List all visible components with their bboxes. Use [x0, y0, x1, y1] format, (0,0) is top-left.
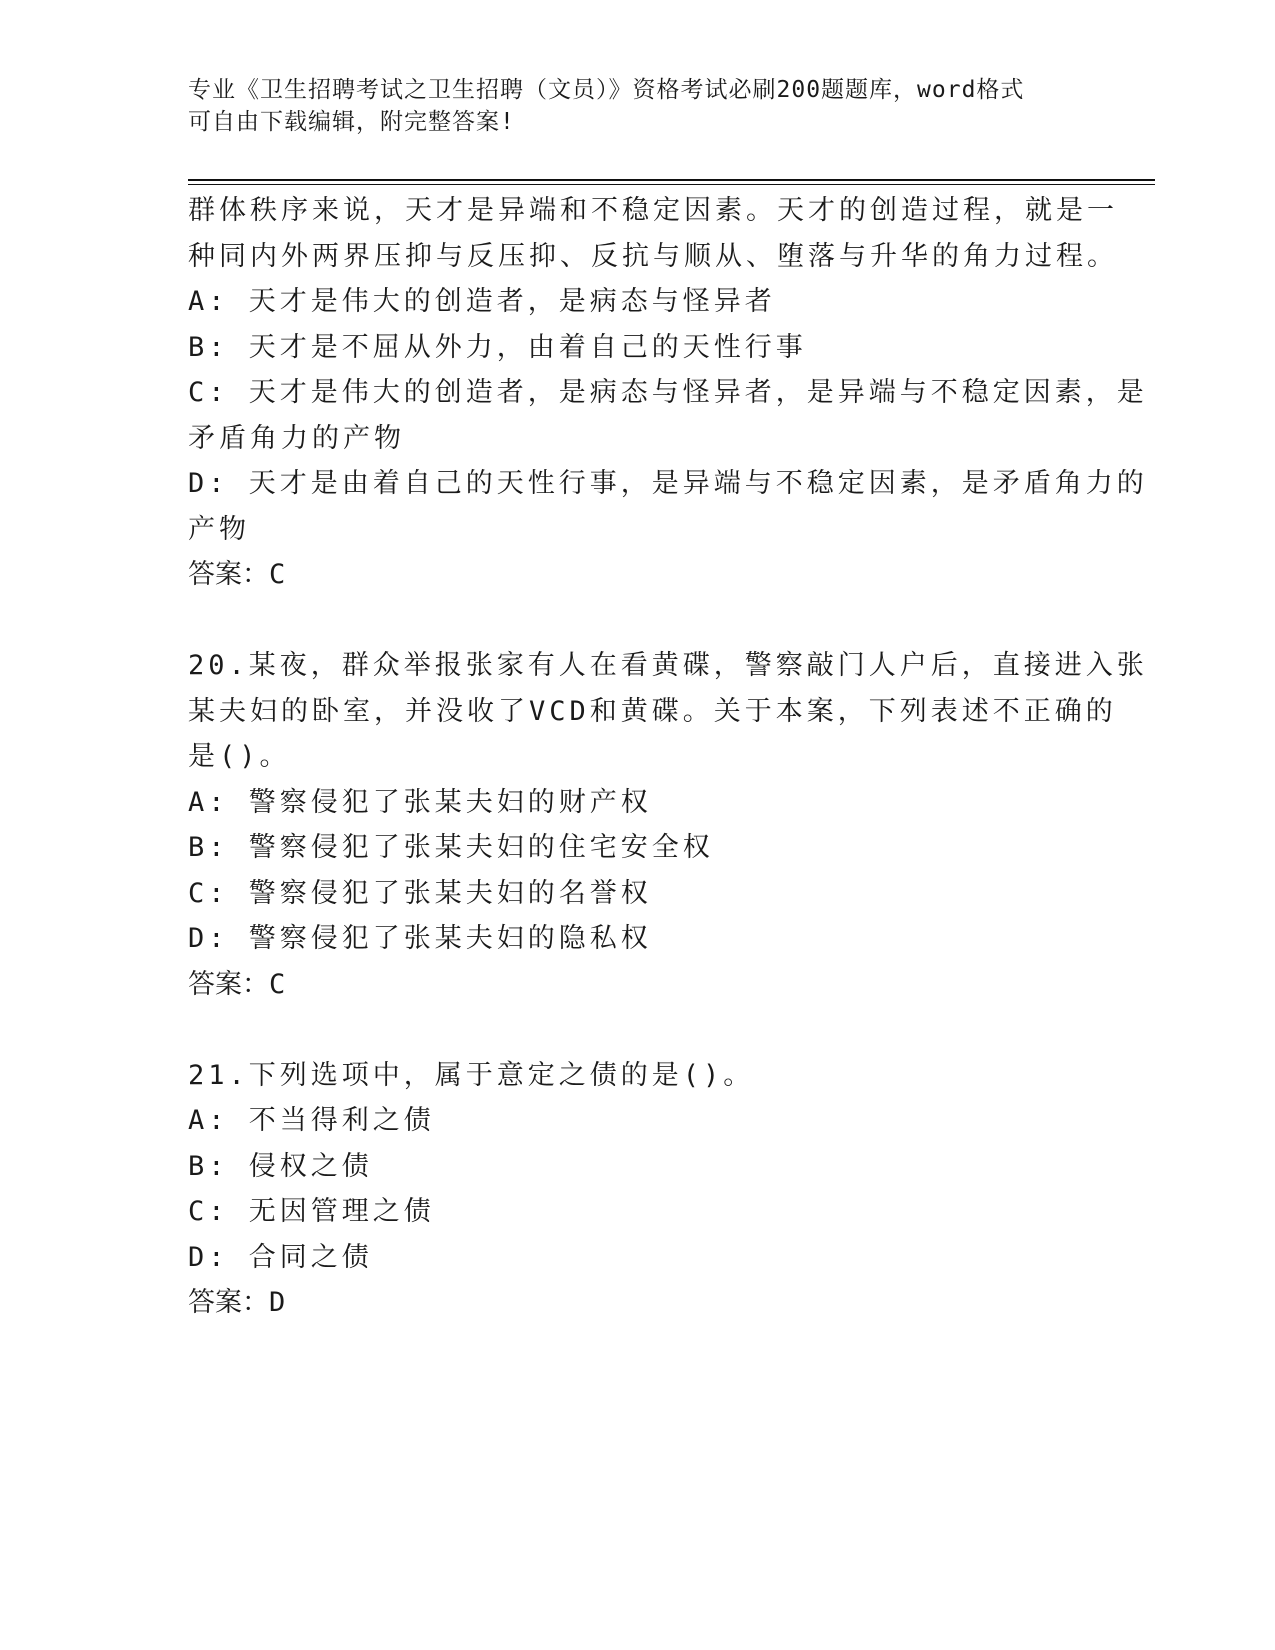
question-spacer: [188, 1007, 1088, 1053]
option-d: D: 警察侵犯了张某夫妇的隐私权: [188, 923, 652, 954]
question-stem-line: 是()。: [188, 741, 291, 772]
option-b: B: 天才是不屈从外力，由着自己的天性行事: [188, 331, 807, 363]
header-divider-thin: [188, 184, 1155, 185]
option-b: B: 警察侵犯了张某夫妇的住宅安全权: [188, 832, 714, 863]
answer-value: C: [269, 968, 287, 1000]
option-c-continued: 矛盾角力的产物: [188, 422, 405, 454]
question-stem-line: 种同内外两界压抑与反压抑、反抗与顺从、堕落与升华的角力过程。: [188, 240, 1118, 272]
option-b: B: 侵权之债: [188, 1150, 373, 1182]
question-content: [188, 188, 1148, 1326]
option-a: A: 天才是伟大的创造者，是病态与怪异者: [188, 286, 776, 317]
option-a: A: 不当得利之债: [188, 1105, 435, 1136]
option-c: C: 警察侵犯了张某夫妇的名誉权: [188, 877, 652, 909]
option-c: C: 无因管理之债: [188, 1196, 435, 1227]
header-divider-thick: [188, 179, 1155, 181]
answer-label: 答案：: [188, 968, 269, 1000]
question-21: [188, 1053, 1088, 1326]
question-stem-line: 20.某夜，群众举报张家有人在看黄碟，警察敲门人户后，直接进入张: [188, 650, 1148, 681]
header-title-line-2: 可自由下载编辑，附完整答案!: [188, 109, 515, 135]
option-d-continued: 产物: [188, 513, 250, 545]
option-c: C: 天才是伟大的创造者，是病态与怪异者，是异端与不稳定因素，是: [188, 377, 1148, 408]
option-d: D: 合同之债: [188, 1241, 373, 1273]
document-header: [188, 74, 1088, 138]
question-stem-line: 21.下列选项中，属于意定之债的是()。: [188, 1059, 755, 1091]
option-a: A: 警察侵犯了张某夫妇的财产权: [188, 786, 652, 818]
option-d: D: 天才是由着自己的天性行事，是异端与不稳定因素，是矛盾角力的: [188, 468, 1148, 499]
answer-label: 答案：: [188, 559, 269, 590]
answer-value: C: [269, 559, 287, 590]
header-title-line-1: 专业《卫生招聘考试之卫生招聘（文员）》资格考试必刷200题题库，word格式: [188, 77, 1025, 103]
answer-line: [188, 962, 1088, 1008]
question-19-continuation: [188, 188, 1148, 598]
question-stem-line: 群体秩序来说，天才是异端和不稳定因素。天才的创造过程，就是一: [188, 195, 1118, 226]
answer-value: D: [269, 1287, 287, 1318]
question-stem-line: 某夫妇的卧室，并没收了VCD和黄碟。关于本案，下列表述不正确的: [188, 695, 1117, 727]
answer-line: [188, 1280, 1088, 1326]
question-spacer: [188, 598, 1088, 644]
answer-label: 答案：: [188, 1287, 269, 1318]
question-20: [188, 643, 1148, 1007]
answer-line: [188, 552, 1088, 598]
